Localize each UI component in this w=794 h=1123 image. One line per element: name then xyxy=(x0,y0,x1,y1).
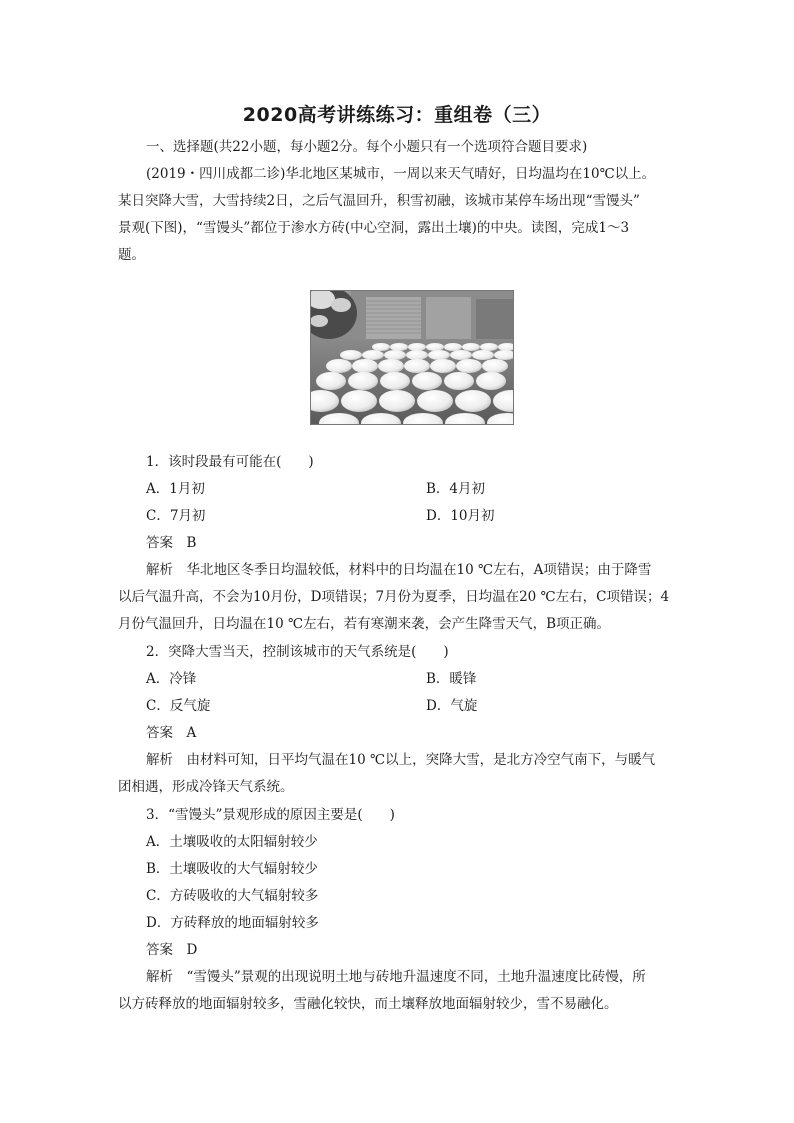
q3-option-b: B．土壤吸收的大气辐射较少 xyxy=(146,861,318,877)
q1-option-a: A．1月初 xyxy=(146,481,205,497)
q3-option-d: D．方砖释放的地面辐射较多 xyxy=(146,915,319,931)
q1-option-c: C．7月初 xyxy=(146,508,206,524)
q1-option-b: B．4月初 xyxy=(426,481,486,497)
page-title: 2020高考讲练练习：重组卷（三） xyxy=(242,104,552,126)
material-line-1: (2019・四川成都二诊)华北地区某城市，一周以来天气晴好，日均温均在10℃以上。 xyxy=(146,166,656,182)
q3-analysis-line-2: 以方砖释放的地面辐射较多，雪融化较快，而土壤释放地面辐射较少，雪不易融化。 xyxy=(118,996,618,1012)
q1-analysis-line-2: 以后气温升高，不会为10月份，D项错误；7月份为夏季，日均温在20 ℃左右，C项错误；4 xyxy=(118,589,670,605)
q2-analysis-line-1: 解析 由材料可知，日平均气温在10 ℃以上，突降大雪，是北方冷空气南下，与暖气 xyxy=(146,752,656,768)
q2-option-d: D．气旋 xyxy=(426,698,478,714)
q1-option-d: D．10月初 xyxy=(426,508,495,524)
q1-answer: 答案 B xyxy=(146,535,197,551)
q1-analysis-line-1: 解析 华北地区冬季日均温较低，材料中的日均温在10 ℃左右，A项错误；由于降雪 xyxy=(146,562,652,578)
q2-option-a: A．冷锋 xyxy=(146,671,197,687)
q1-stem: 1．该时段最有可能在( ) xyxy=(146,454,314,470)
q2-stem: 2．突降大雪当天，控制该城市的天气系统是( ) xyxy=(146,644,449,660)
q3-option-c: C．方砖吸收的大气辐射较多 xyxy=(146,888,319,904)
q1-analysis-line-3: 月份气温回升，日均温在10 ℃左右，若有寒潮来袭，会产生降雪天气，B项正确。 xyxy=(118,616,610,632)
q3-option-a: A．土壤吸收的太阳辐射较少 xyxy=(146,834,318,850)
section-header: 一、选择题(共22小题，每小题2分。每个小题只有一个选项符合题目要求) xyxy=(146,139,588,155)
q2-analysis-line-2: 团相遇，形成冷锋天气系统。 xyxy=(118,779,294,795)
q2-answer: 答案 A xyxy=(146,725,197,741)
q2-option-c: C．反气旋 xyxy=(146,698,211,714)
q3-analysis-line-1: 解析 “雪馒头”景观的出现说明土地与砖地升温速度不同，土地升温速度比砖慢，所 xyxy=(146,969,646,985)
q3-stem: 3．“雪馒头”景观形成的原因主要是( ) xyxy=(146,807,395,823)
snow-mantou-photo xyxy=(310,290,514,425)
material-line-4: 题。 xyxy=(118,247,145,263)
q2-option-b: B．暖锋 xyxy=(426,671,477,687)
material-line-3: 景观(下图)，“雪馒头”都位于渗水方砖(中心空洞，露出土壤)的中央。读图，完成1～3 xyxy=(118,220,630,236)
q3-answer: 答案 D xyxy=(146,942,198,958)
material-line-2: 某日突降大雪，大雪持续2日，之后气温回升，积雪初融，该城市某停车场出现“雪馒头” xyxy=(118,193,640,209)
